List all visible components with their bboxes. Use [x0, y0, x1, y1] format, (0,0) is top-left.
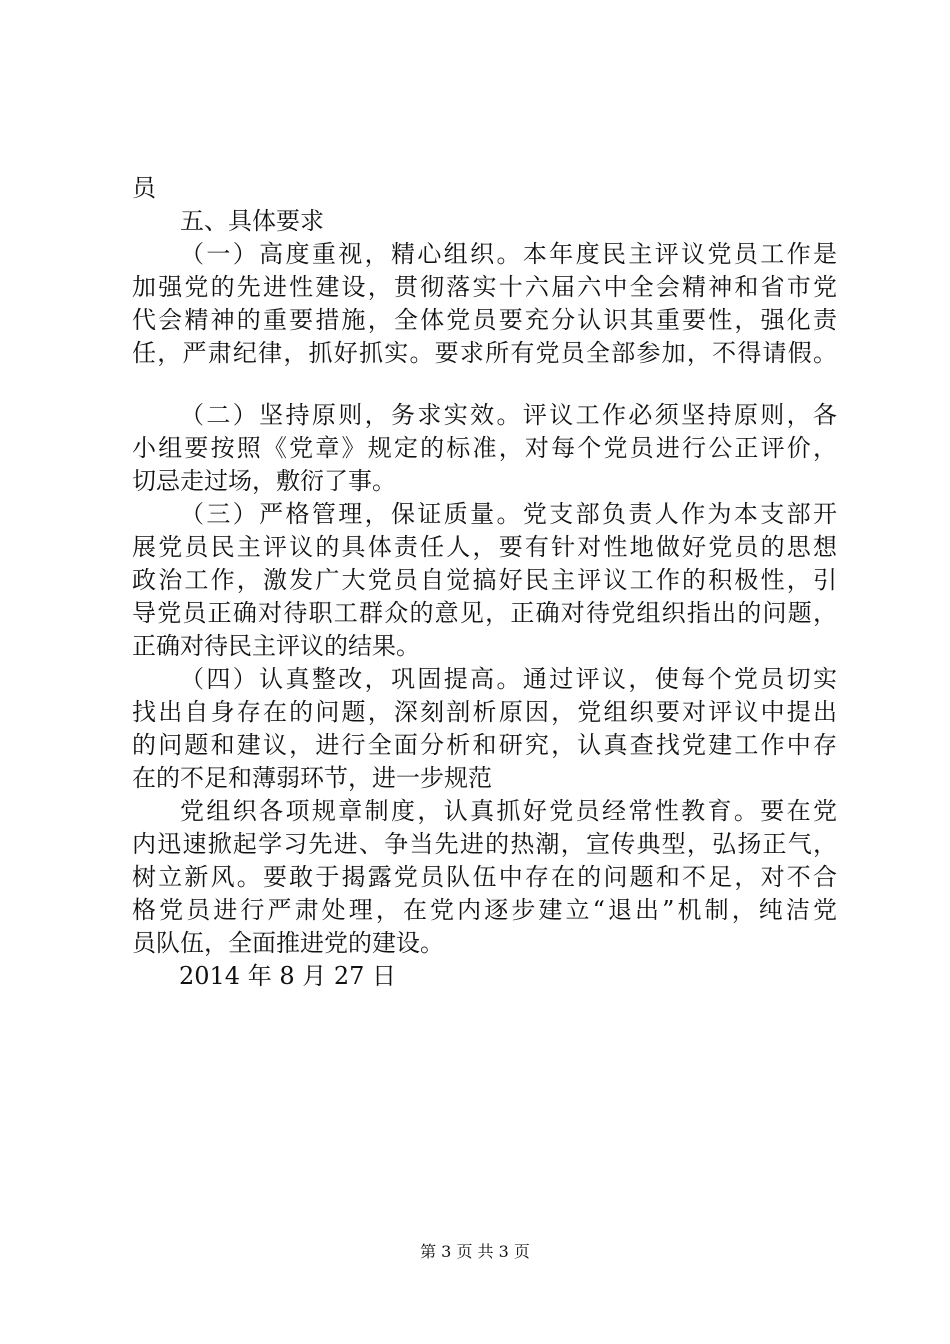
document-body: [132, 172, 837, 993]
paragraph-line: 切忌走过场，敷衍了事。: [132, 467, 396, 495]
paragraph-line: 任，严肃纪律，抓好抓实。要求所有党员全部参加，不得请假。: [132, 339, 837, 367]
document-date: 2014 年 8 月 27 日: [179, 962, 397, 990]
paragraph-gap: [132, 370, 837, 399]
paragraph-line: 代会精神的重要措施，全体党员要充分认识其重要性，强化责: [132, 306, 837, 334]
paragraph-line: （三）严格管理，保证质量。党支部负责人作为本支部开: [180, 500, 837, 528]
paragraph-line: 找出自身存在的问题，深刻剖析原因，党组织要对评议中提出: [132, 698, 837, 726]
section-heading: 五、具体要求: [180, 207, 324, 235]
page-number: 第 3 页 共 3 页: [420, 1242, 530, 1261]
paragraph-line: 在的不足和薄弱环节，进一步规范: [132, 764, 492, 792]
paragraph-line: 内迅速掀起学习先进、争当先进的热潮，宣传典型，弘扬正气，: [132, 830, 837, 858]
paragraph-line: （二）坚持原则，务求实效。评议工作必须坚持原则，各: [180, 401, 837, 429]
paragraph-line: 展党员民主评议的具体责任人，要有针对性地做好党员的思想: [132, 533, 837, 561]
paragraph-line: 树立新风。要敢于揭露党员队伍中存在的问题和不足，对不合: [132, 863, 837, 891]
paragraph-line: 党组织各项规章制度，认真抓好党员经常性教育。要在党: [180, 797, 837, 825]
paragraph-line: 员队伍，全面推进党的建设。: [132, 929, 444, 957]
paragraph-line: 小组要按照《党章》规定的标准，对每个党员进行公正评价，: [132, 434, 837, 462]
paragraph-line: （一）高度重视，精心组织。本年度民主评议党员工作是: [180, 240, 837, 268]
paragraph-line: 正确对待民主评议的结果。: [132, 632, 420, 660]
paragraph-line: 导党员正确对待职工群众的意见，正确对待党组织指出的问题，: [132, 599, 837, 627]
paragraph-line: （四）认真整改，巩固提高。通过评议，使每个党员切实: [180, 665, 837, 693]
paragraph-line: 加强党的先进性建设，贯彻落实十六届六中全会精神和省市党: [132, 273, 837, 301]
page-footer: [0, 1242, 950, 1262]
text-line: 员: [132, 174, 156, 202]
paragraph-line: 格党员进行严肃处理，在党内逐步建立“退出”机制，纯洁党: [132, 896, 837, 924]
paragraph-line: 政治工作，激发广大党员自觉搞好民主评议工作的积极性，引: [132, 566, 837, 594]
paragraph-line: 的问题和建议，进行全面分析和研究，认真查找党建工作中存: [132, 731, 837, 759]
